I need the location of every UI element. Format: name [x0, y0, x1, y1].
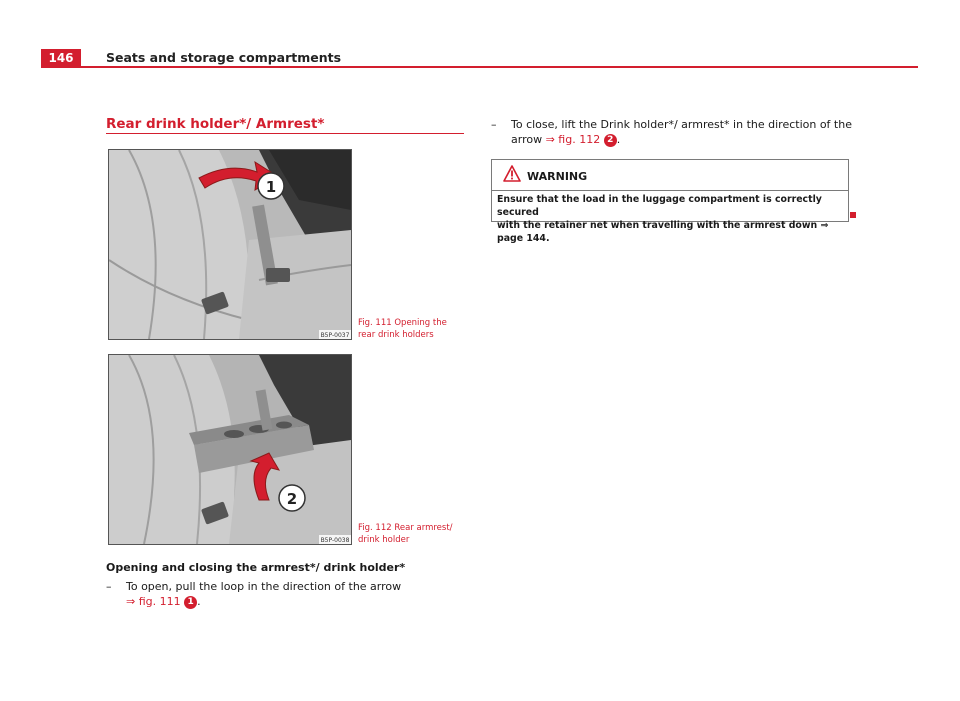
procedure-heading: Opening and closing the armrest*/ drink holder* [106, 561, 406, 574]
callout-badge-2: 2 [604, 134, 617, 147]
callout-2: 2 [286, 490, 298, 508]
section-rule [106, 133, 464, 134]
figure-code: B5P-0038 [320, 537, 350, 544]
section-title: Rear drink holder*/ Armrest* [106, 116, 325, 132]
step-close: – To close, lift the Drink holder*/ armrest* in the direction of the arrow ⇒ fig. 112 2 . [491, 118, 852, 146]
warning-box [491, 159, 849, 244]
figure-111 [108, 149, 352, 340]
warning-header [492, 160, 848, 191]
figure-111-caption: Fig. 111 Opening the rear drink holders [358, 318, 447, 340]
callout-badge-1: 1 [184, 596, 197, 609]
header-rule [81, 66, 918, 68]
section-end-marker [850, 212, 856, 218]
chapter-title: Seats and storage compartments [106, 50, 342, 65]
figure-112 [108, 354, 352, 545]
warning-triangle-icon [503, 165, 521, 186]
figure-reference-link[interactable]: ⇒ fig. 111 [126, 595, 181, 608]
callout-1: 1 [265, 178, 277, 196]
step-open: – To open, pull the loop in the direction of the arrow ⇒ fig. 111 1 . [106, 580, 402, 608]
figure-code: B5P-0037 [320, 332, 350, 339]
page-number: 146 [41, 49, 81, 68]
figure-reference-link[interactable]: ⇒ fig. 112 [545, 133, 601, 146]
warning-title: WARNING [527, 170, 588, 183]
warning-text: Ensure that the load in the luggage compartment is correctly secured with the retainer net when travelling with the armrest down ⇒ page 144. [497, 194, 829, 244]
figure-112-caption: Fig. 112 Rear armrest/ drink holder [358, 523, 453, 545]
